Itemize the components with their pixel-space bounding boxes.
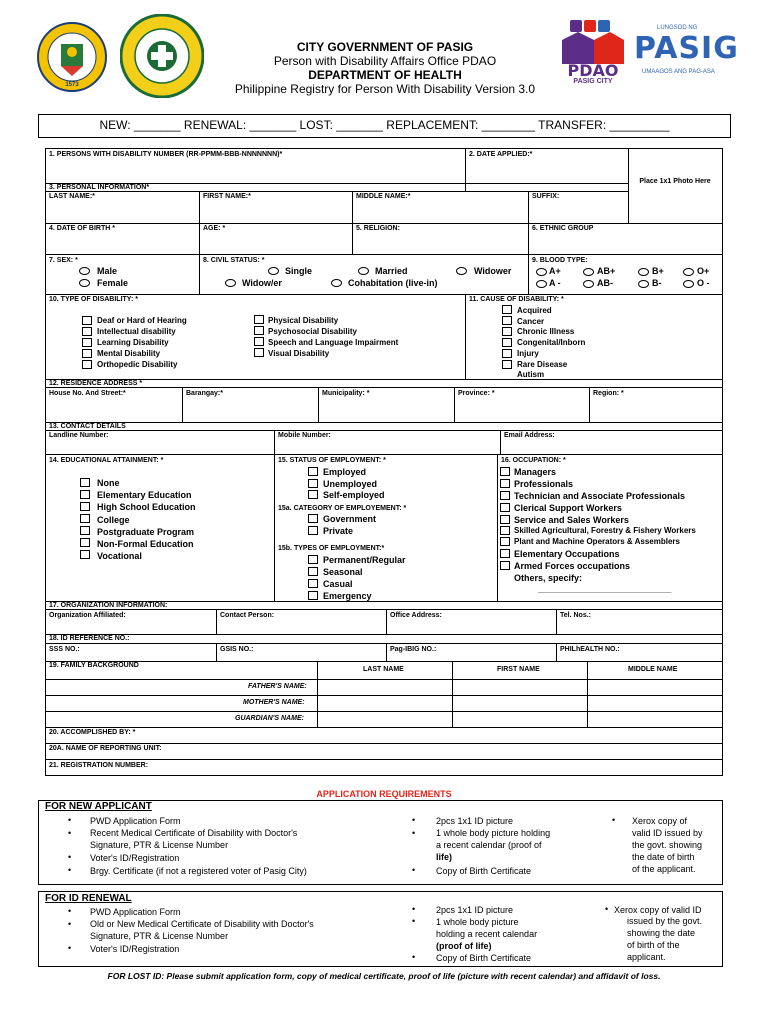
checkbox-edu-college[interactable]: [80, 514, 90, 523]
pasig-logo-tagline: UMAAGOS ANG PAG-ASA: [642, 69, 715, 75]
field-ethnic-group[interactable]: 6. ETHNIC GROUP: [532, 225, 594, 232]
pasig-logo-text: PASIG: [634, 31, 739, 66]
label-injury: Injury: [517, 349, 539, 358]
label-clerical: Clerical Support Workers: [514, 503, 622, 513]
header-department: DEPARTMENT OF HEALTH: [308, 68, 462, 82]
field-date-applied[interactable]: 2. DATE APPLIED:*: [469, 151, 533, 158]
label-blood-b-neg: B-: [652, 278, 662, 288]
new-req-8d: the date of birth: [632, 852, 695, 862]
renew-req-5: 1 whole body picture: [436, 917, 519, 927]
checkbox-physical[interactable]: [254, 315, 264, 324]
row-mothers-name: MOTHER'S NAME:: [243, 699, 305, 706]
row-guardians-name: GUARDIAN'S NAME:: [235, 715, 304, 722]
field-registration-number[interactable]: 21. REGISTRATION NUMBER:: [49, 762, 149, 769]
field-region[interactable]: Region: *: [593, 390, 624, 397]
new-req-5: 2pcs 1x1 ID picture: [436, 816, 514, 826]
label-employed: Employed: [323, 467, 367, 477]
label-single: Single: [285, 266, 313, 276]
new-req-8e: of the applicant.: [632, 864, 696, 874]
checkbox-acquired[interactable]: [502, 305, 512, 314]
checkbox-elementary-occ[interactable]: [500, 549, 510, 558]
checkbox-edu-vocational[interactable]: [80, 550, 90, 559]
checkbox-psychosocial[interactable]: [254, 326, 264, 335]
radio-blood-b-pos[interactable]: [638, 268, 649, 276]
column-first-name: FIRST NAME: [497, 666, 540, 673]
column-last-name: LAST NAME: [363, 666, 404, 673]
checkbox-edu-highschool[interactable]: [80, 502, 90, 511]
field-sss-no[interactable]: SSS NO.:: [49, 646, 80, 653]
label-technician: Technician and Associate Professionals: [514, 491, 686, 501]
label-managers: Managers: [514, 467, 557, 477]
pasig-city-logo: [632, 25, 739, 85]
radio-blood-ab-neg[interactable]: [583, 280, 594, 288]
new-req-8b: valid ID issued by: [632, 828, 703, 838]
field-date-of-birth[interactable]: 4. DATE OF BIRTH *: [49, 225, 115, 232]
label-unemployed: Unemployed: [323, 479, 378, 489]
checkbox-government[interactable]: [308, 514, 318, 523]
label-physical: Physical Disability: [268, 316, 339, 325]
others-specify-line[interactable]: ______________________________: [538, 585, 672, 594]
label-skilled-agri: Skilled Agricultural, Forestry & Fishery Workers: [514, 526, 696, 535]
field-municipality[interactable]: Municipality: *: [322, 390, 370, 397]
label-intellectual: Intellectual disability: [97, 327, 176, 336]
label-elementary-occ: Elementary Occupations: [514, 549, 620, 559]
renew-req-7b: issued by the govt.: [627, 916, 703, 926]
label-chronic-illness: Chronic Illness: [517, 327, 575, 336]
renew-req-6: Copy of Birth Certificate: [436, 953, 532, 963]
label-professionals: Professionals: [514, 479, 574, 489]
field-email[interactable]: Email Address:: [504, 432, 555, 439]
label-psychosocial: Psychosocial Disability: [268, 327, 357, 336]
renewal-box: [38, 891, 723, 967]
label-edu-highschool: High School Education: [97, 502, 196, 512]
renew-req-7d: of birth of the: [627, 940, 680, 950]
label-emergency: Emergency: [323, 591, 372, 601]
label-autism: Autism: [517, 370, 545, 379]
new-req-1: PWD Application Form: [90, 816, 181, 826]
radio-blood-a-neg[interactable]: [536, 280, 547, 288]
pasig-seal-logo: [37, 22, 107, 92]
field-cause-of-disability: 11. CAUSE OF DISABILITY: *: [469, 296, 564, 303]
field-pagibig-no[interactable]: Pag-IBIG NO.:: [390, 646, 437, 653]
field-philhealth-no[interactable]: PHILhEALTH NO.:: [560, 646, 620, 653]
radio-male[interactable]: [79, 267, 90, 275]
label-male: Male: [97, 266, 118, 276]
field-age[interactable]: AGE: *: [203, 225, 226, 232]
radio-female[interactable]: [79, 279, 90, 287]
field-barangay[interactable]: Barangay:*: [186, 390, 223, 397]
field-reporting-unit[interactable]: 20A. NAME OF REPORTING UNIT:: [49, 745, 162, 752]
checkbox-professionals[interactable]: [500, 479, 510, 488]
new-req-7: Copy of Birth Certificate: [436, 866, 532, 876]
field-last-name[interactable]: LAST NAME:*: [49, 193, 95, 200]
checkbox-edu-none[interactable]: [80, 478, 90, 487]
radio-blood-o-pos[interactable]: [683, 268, 694, 276]
renew-req-7: Xerox copy of valid ID: [614, 905, 702, 915]
field-first-name[interactable]: FIRST NAME:*: [203, 193, 251, 200]
row-fathers-name: FATHER'S NAME:: [248, 683, 307, 690]
checkbox-mental[interactable]: [82, 349, 92, 358]
doh-seal-logo: [120, 14, 204, 98]
label-plant-machine: Plant and Machine Operators & Assemblers: [514, 537, 680, 546]
checkbox-intellectual[interactable]: [82, 327, 92, 336]
renew-req-2b: Signature, PTR & License Number: [90, 931, 229, 941]
label-government: Government: [323, 514, 377, 524]
label-armed-forces: Armed Forces occupations: [514, 561, 631, 571]
field-pwd-number[interactable]: 1. PERSONS WITH DISABILITY NUMBER (RR-PPMM-BBB-NNNNNNN)*: [49, 151, 283, 158]
radio-single[interactable]: [268, 267, 279, 275]
label-cancer: Cancer: [517, 317, 545, 326]
header-registry: Philippine Registry for Person With Disability Version 3.0: [234, 82, 536, 96]
radio-widower[interactable]: [456, 267, 467, 275]
new-req-8c: the govt. showing: [632, 840, 703, 850]
checkbox-emergency[interactable]: [308, 591, 318, 600]
svg-text:PDAO: PDAO: [567, 61, 619, 80]
label-edu-vocational: Vocational: [97, 551, 142, 561]
field-middle-name[interactable]: MIDDLE NAME:*: [356, 193, 411, 200]
field-mobile[interactable]: Mobile Number:: [278, 432, 331, 439]
checkbox-injury[interactable]: [502, 349, 512, 358]
checkbox-technician[interactable]: [500, 491, 510, 500]
radio-cohabitation[interactable]: [331, 279, 342, 287]
checkbox-deaf[interactable]: [82, 316, 92, 325]
checkbox-self-employed[interactable]: [308, 490, 318, 499]
renew-req-7c: showing the date: [627, 928, 696, 938]
field-accomplished-by[interactable]: 20. ACCOMPLISHED BY: *: [49, 729, 136, 736]
field-contact-person[interactable]: Contact Person:: [220, 612, 275, 619]
label-widower: Widower: [474, 266, 512, 276]
label-visual: Visual Disability: [268, 349, 330, 358]
checkbox-congenital[interactable]: [502, 338, 512, 347]
section-personal-info: 3. PERSONAL INFORMATION*: [49, 184, 150, 191]
field-blood-type: 9. BLOOD TYPE:: [532, 257, 588, 264]
section-id-reference: 18. ID REFERENCE NO.:: [49, 635, 130, 642]
new-applicant-title: FOR NEW APPLICANT: [45, 801, 152, 812]
field-types-of-employment: 15b. TYPES OF EMPLOYMENT:*: [278, 545, 385, 552]
new-req-3: Voter's ID/Registration: [90, 853, 180, 863]
field-landline[interactable]: Landline Number:: [49, 432, 109, 439]
radio-blood-ab-pos[interactable]: [583, 268, 594, 276]
label-mental: Mental Disability: [97, 349, 161, 358]
checkbox-learning[interactable]: [82, 338, 92, 347]
renew-req-5c: (proof of life): [436, 941, 492, 951]
label-rare-disease: Rare Disease: [517, 360, 568, 369]
renew-req-1: PWD Application Form: [90, 907, 181, 917]
field-occupation: 16. OCCUPATION: *: [501, 457, 566, 464]
checkbox-service-sales[interactable]: [500, 515, 510, 524]
label-service-sales: Service and Sales Workers: [514, 515, 629, 525]
checkbox-private[interactable]: [308, 526, 318, 535]
header-title: CITY GOVERNMENT OF PASIG: [296, 40, 474, 54]
header-office: Person with Disability Affairs Office PDAO: [273, 54, 497, 68]
new-req-6: 1 whole body picture holding: [436, 828, 551, 838]
checkbox-armed-forces[interactable]: [500, 561, 510, 570]
renew-req-4: 2pcs 1x1 ID picture: [436, 905, 514, 915]
field-suffix[interactable]: SUFFIX:: [532, 193, 560, 200]
svg-text:1573: 1573: [65, 82, 79, 88]
checkbox-permanent[interactable]: [308, 555, 318, 564]
radio-widow-er[interactable]: [225, 279, 236, 287]
label-edu-none: None: [97, 478, 120, 488]
renew-req-3: Voter's ID/Registration: [90, 944, 180, 954]
checkbox-clerical[interactable]: [500, 503, 510, 512]
field-gsis-no[interactable]: GSIS NO.:: [220, 646, 254, 653]
renew-req-7e: applicant.: [627, 952, 666, 962]
field-tel-nos[interactable]: Tel. Nos.:: [560, 612, 591, 619]
field-sex: 7. SEX: *: [49, 257, 78, 264]
field-educational-attainment: 14. EDUCATIONAL ATTAINMENT: *: [49, 457, 164, 464]
checkbox-rare-disease[interactable]: [502, 360, 512, 369]
checkbox-edu-elementary[interactable]: [80, 490, 90, 499]
lost-id-note: FOR LOST ID: Please submit application form, copy of medical certificate, proof of life (picture with recent calendar) and affidavit of loss.: [107, 971, 661, 981]
new-req-2: Recent Medical Certificate of Disability with Doctor's: [90, 828, 298, 838]
pasig-logo-small-text: LUNGSOD NG: [657, 25, 698, 31]
field-category-of-employment: 15a. CATEGORY OF EMPLOYEMENT: *: [278, 505, 407, 512]
checkbox-casual[interactable]: [308, 579, 318, 588]
checkbox-edu-nonformal[interactable]: [80, 538, 90, 547]
label-edu-postgraduate: Postgraduate Program: [97, 527, 195, 537]
renew-req-2: Old or New Medical Certificate of Disability with Doctor's: [90, 919, 314, 929]
checkbox-unemployed[interactable]: [308, 479, 318, 488]
radio-blood-a-pos[interactable]: [536, 268, 547, 276]
label-others-specify: Others, specify:: [514, 573, 583, 583]
field-office-address[interactable]: Office Address:: [390, 612, 442, 619]
photo-placeholder[interactable]: Place 1x1 Photo Here: [639, 178, 711, 185]
field-province[interactable]: Province: *: [458, 390, 495, 397]
label-blood-a-neg: A -: [549, 278, 561, 288]
label-cohabitation: Cohabitation (live-in): [348, 278, 438, 288]
label-private: Private: [323, 526, 354, 536]
checkbox-plant-machine[interactable]: [500, 537, 510, 546]
label-edu-nonformal: Non-Formal Education: [97, 539, 194, 549]
new-req-4: Brgy. Certificate (if not a registered voter of Pasig City): [90, 866, 307, 876]
label-blood-a-pos: A+: [549, 266, 561, 276]
checkbox-visual[interactable]: [254, 348, 264, 357]
label-blood-b-pos: B+: [652, 266, 664, 276]
section-residence-address: 12. RESIDENCE ADDRESS *: [49, 380, 143, 387]
checkbox-chronic-illness[interactable]: [502, 327, 512, 336]
radio-married[interactable]: [358, 267, 369, 275]
field-type-of-disability: 10. TYPE OF DISABILITY: *: [49, 296, 138, 303]
label-seasonal: Seasonal: [323, 567, 363, 577]
requirements-title: APPLICATION REQUIREMENTS: [316, 789, 452, 799]
section-contact-details: 13. CONTACT DETAILS: [49, 423, 126, 430]
label-blood-ab-pos: AB+: [597, 266, 616, 276]
field-religion[interactable]: 5. RELIGION:: [356, 225, 400, 232]
field-status-of-employment: 15. STATUS OF EMPLOYMENT: *: [278, 457, 386, 464]
label-orthopedic: Orthopedic Disability: [97, 360, 178, 369]
checkbox-cancer[interactable]: [502, 316, 512, 325]
label-female: Female: [97, 278, 129, 288]
new-req-2b: Signature, PTR & License Number: [90, 840, 229, 850]
label-permanent: Permanent/Regular: [323, 555, 406, 565]
new-req-6b: a recent calendar (proof of: [436, 840, 542, 850]
label-speech: Speech and Language Impairment: [268, 338, 399, 347]
section-organization-info: 17. ORGANIZATION INFORMATION:: [49, 602, 168, 609]
checkbox-employed[interactable]: [308, 467, 318, 476]
label-congenital: Congenital/Inborn: [517, 338, 586, 347]
radio-blood-b-neg[interactable]: [638, 280, 649, 288]
label-casual: Casual: [323, 579, 353, 589]
label-edu-elementary: Elementary Education: [97, 490, 192, 500]
label-blood-o-neg: O -: [697, 278, 710, 288]
renew-req-5b: holding a recent calendar: [436, 929, 538, 939]
label-self-employed: Self-employed: [323, 490, 385, 500]
renewal-title: FOR ID RENEWAL: [45, 893, 132, 904]
checkbox-orthopedic[interactable]: [82, 360, 92, 369]
label-learning: Learning Disability: [97, 338, 169, 347]
label-blood-o-pos: O+: [697, 266, 710, 276]
checkbox-managers[interactable]: [500, 467, 510, 476]
checkbox-skilled-agri[interactable]: [500, 526, 510, 535]
field-organization-affiliated[interactable]: Organization Affiliated:: [49, 612, 126, 619]
label-widow-er: Widow/er: [242, 278, 282, 288]
label-deaf: Deaf or Hard of Hearing: [97, 316, 187, 325]
radio-blood-o-neg[interactable]: [683, 280, 694, 288]
label-married: Married: [375, 266, 408, 276]
checkbox-speech[interactable]: [254, 337, 264, 346]
field-house-street[interactable]: House No. And Street:*: [49, 390, 126, 397]
checkbox-seasonal[interactable]: [308, 567, 318, 576]
label-acquired: Acquired: [517, 306, 552, 315]
new-req-8: Xerox copy of: [632, 816, 688, 826]
application-type-line[interactable]: NEW: _______ RENEWAL: _______ LOST: _______ REPLACEMENT: ________ TRANSFER: _________: [99, 118, 670, 132]
checkbox-edu-postgraduate[interactable]: [80, 526, 90, 535]
pdao-city-label: PASIG CITY: [573, 78, 613, 85]
section-family-background: 19. FAMILY BACKGROUND: [49, 662, 139, 669]
field-civil-status: 8. CIVIL STATUS: *: [203, 257, 265, 264]
pdao-logo: [558, 20, 628, 90]
label-edu-college: College: [97, 515, 130, 525]
label-blood-ab-neg: AB-: [597, 278, 613, 288]
new-req-6c: life): [436, 852, 453, 862]
column-middle-name: MIDDLE NAME: [628, 666, 678, 673]
